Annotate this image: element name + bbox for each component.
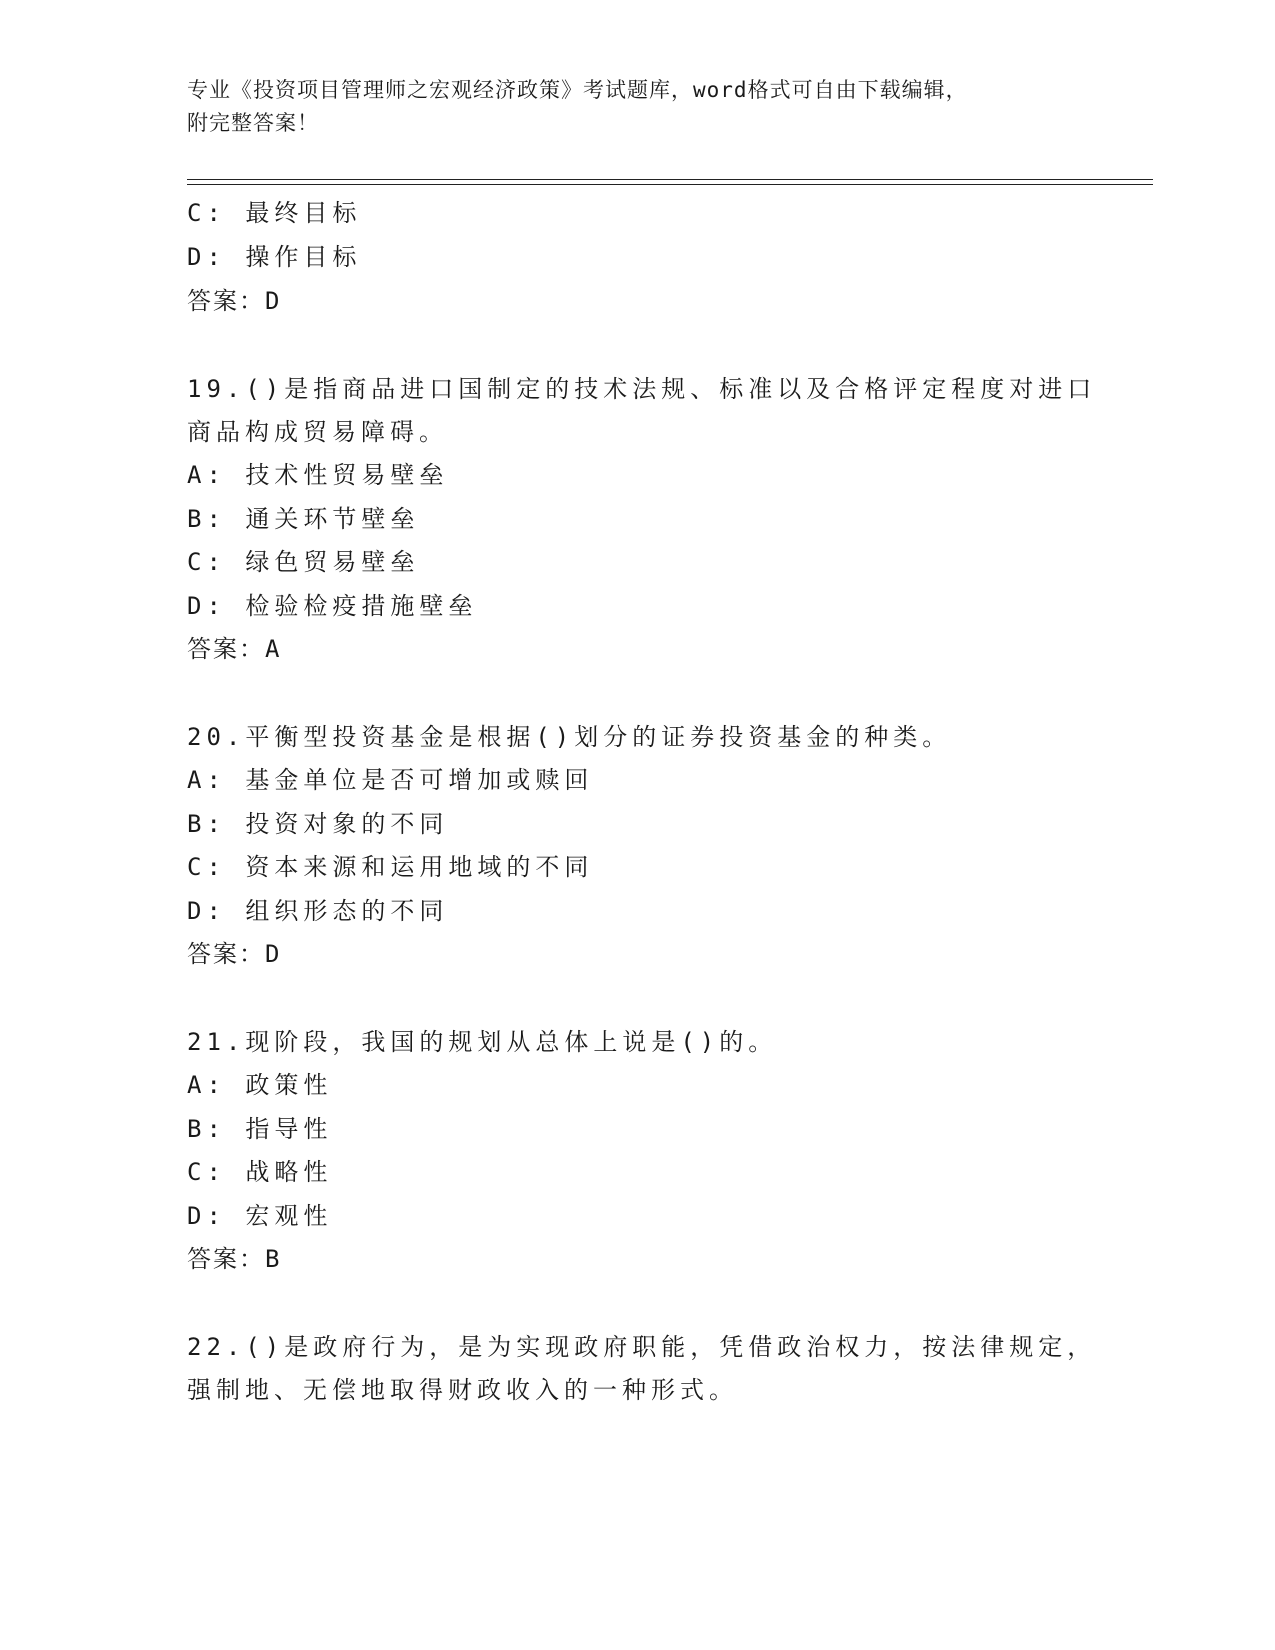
q20-option-a: A: 基金单位是否可增加或赎回: [187, 766, 594, 794]
q21-option-d: D: 宏观性: [187, 1202, 333, 1230]
q19-option-c: C: 绿色贸易壁垒: [187, 548, 420, 576]
header-divider-bottom: [187, 184, 1153, 185]
q21-option-b: B: 指导性: [187, 1115, 333, 1143]
header-divider-top: [187, 179, 1153, 180]
q19-option-a: A: 技术性贸易壁垒: [187, 461, 449, 489]
q21-option-a: A: 政策性: [187, 1071, 333, 1099]
q20-stem-line-1: 20.平衡型投资基金是根据()划分的证券投资基金的种类。: [187, 723, 952, 751]
q22-stem-line-1: 22.()是政府行为，是为实现政府职能，凭借政治权力，按法律规定，: [187, 1333, 1097, 1361]
q18-answer: 答案：D: [187, 287, 282, 315]
q20-option-d: D: 组织形态的不同: [187, 897, 449, 925]
q19-answer: 答案：A: [187, 635, 282, 663]
header-line-2: 附完整答案！: [187, 111, 319, 135]
q18-option-c: C: 最终目标: [187, 199, 362, 227]
q21-answer: 答案：B: [187, 1245, 282, 1273]
q19-stem-line-1: 19.()是指商品进口国制定的技术法规、标准以及合格评定程度对进口: [187, 375, 1097, 403]
q19-option-b: B: 通关环节壁垒: [187, 505, 420, 533]
q21-stem-line-1: 21.现阶段，我国的规划从总体上说是()的。: [187, 1028, 778, 1056]
q19-option-d: D: 检验检疫措施壁垒: [187, 592, 478, 620]
q18-option-d: D: 操作目标: [187, 243, 362, 271]
q22-stem-line-2: 强制地、无偿地取得财政收入的一种形式。: [187, 1376, 738, 1404]
q20-answer: 答案：D: [187, 940, 282, 968]
q20-option-c: C: 资本来源和运用地域的不同: [187, 853, 594, 881]
q21-option-c: C: 战略性: [187, 1158, 333, 1186]
document-header: [187, 74, 1087, 140]
header-line-1: 专业《投资项目管理师之宏观经济政策》考试题库，word格式可自由下载编辑，: [187, 78, 968, 102]
q19-stem-line-2: 商品构成贸易障碍。: [187, 418, 448, 446]
q20-option-b: B: 投资对象的不同: [187, 810, 449, 838]
